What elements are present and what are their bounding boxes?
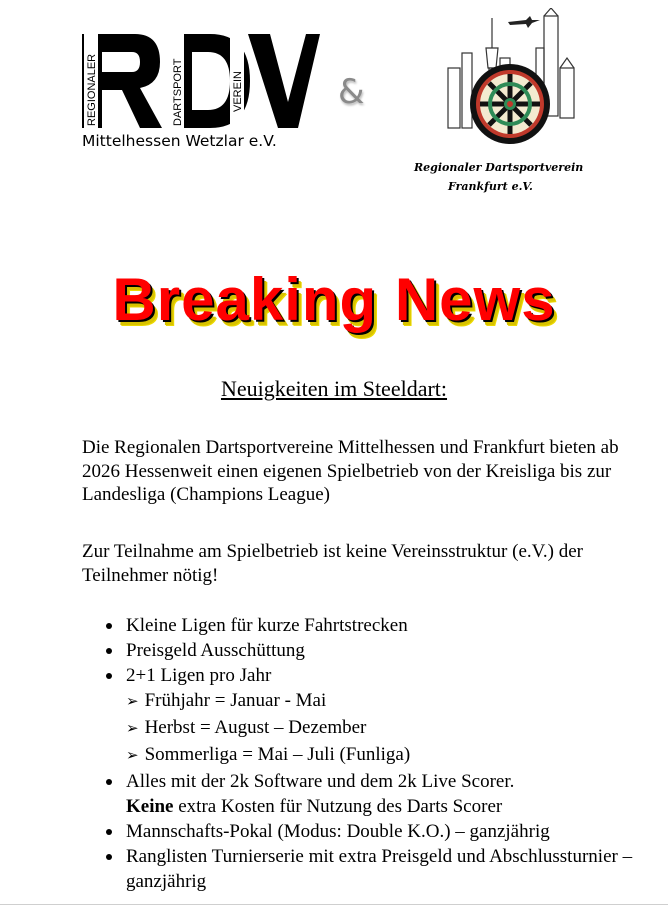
sub-list-item-text: Frühjahr = Januar - Mai [144, 690, 327, 711]
sub-list-item-text: Herbst = August – Dezember [144, 717, 367, 738]
feature-list [104, 613, 644, 894]
arrowhead-right-icon: ➢ [126, 694, 139, 710]
list-item [104, 663, 644, 769]
rdv-word-1: REGIONALER [86, 53, 98, 126]
frankfurt-logo [414, 8, 584, 193]
sub-list-item [126, 715, 644, 742]
bullet-icon [106, 623, 112, 629]
rdv-logo [80, 32, 320, 152]
ampersand: & [338, 72, 365, 112]
list-item [104, 844, 644, 894]
bullet-icon [106, 854, 112, 860]
rdv-subtitle: Mittelhessen Wetzlar e.V. [82, 132, 277, 150]
list-item-text: 2+1 Ligen pro Jahr [126, 665, 272, 686]
frankfurt-name-line2: Frankfurt e.V. [448, 180, 533, 193]
participation-paragraph: Zur Teilnahme am Spielbetrieb ist keine Vereinsstruktur (e.V.) der Teilnehmer nötig! [82, 541, 583, 586]
skyline-dartboard-icon [440, 8, 580, 148]
list-item-text: Kleine Ligen für kurze Fahrtstrecken [126, 615, 408, 636]
bullet-icon [106, 673, 112, 679]
list-item-text: Preisgeld Ausschüttung [126, 640, 305, 661]
bullet-icon [106, 829, 112, 835]
rdv-word-3: VEREIN [232, 71, 244, 112]
list-item [104, 613, 644, 638]
frankfurt-name-line1: Regionaler Dartsportverein [414, 161, 584, 174]
list-item-text: Mannschafts-Pokal (Modus: Double K.O.) – ganzjährig [126, 821, 550, 842]
bullet-icon [106, 648, 112, 654]
sub-list-item-text: Sommerliga = Mai – Juli (Funliga) [144, 744, 411, 765]
sub-list-item [126, 742, 644, 769]
breaking-news-headline: Breaking News [112, 266, 556, 333]
rdv-word-2: DARTSPORT [172, 58, 184, 126]
list-item-text: Ranglisten Turnierserie mit extra Preisgeld und Abschlussturnier – ganzjährig [126, 846, 633, 892]
page-edge-divider [0, 904, 668, 905]
bullet-icon [106, 779, 112, 785]
list-item [104, 638, 644, 663]
arrowhead-right-icon: ➢ [126, 721, 139, 737]
intro-paragraph: Die Regionalen Dartsportvereine Mittelhessen und Frankfurt bieten ab 2026 Hessenweit einen eigenen Spielbetrieb von der Kreisliga bis zur Landesliga (Champions League) [82, 437, 619, 505]
news-subheading: Neuigkeiten im Steeldart: [220, 376, 448, 401]
list-item [104, 819, 644, 844]
arrowhead-right-icon: ➢ [126, 748, 139, 764]
list-item-emphasis: Keine [126, 796, 174, 817]
list-item [104, 769, 644, 819]
list-item-text-continued: extra Kosten für Nutzung des Darts Scorer [173, 796, 503, 817]
sub-list-item [126, 688, 644, 715]
list-item-text: Alles mit der 2k Software und dem 2k Live Scorer. [126, 771, 515, 792]
rdv-letters-graphic [80, 32, 320, 132]
